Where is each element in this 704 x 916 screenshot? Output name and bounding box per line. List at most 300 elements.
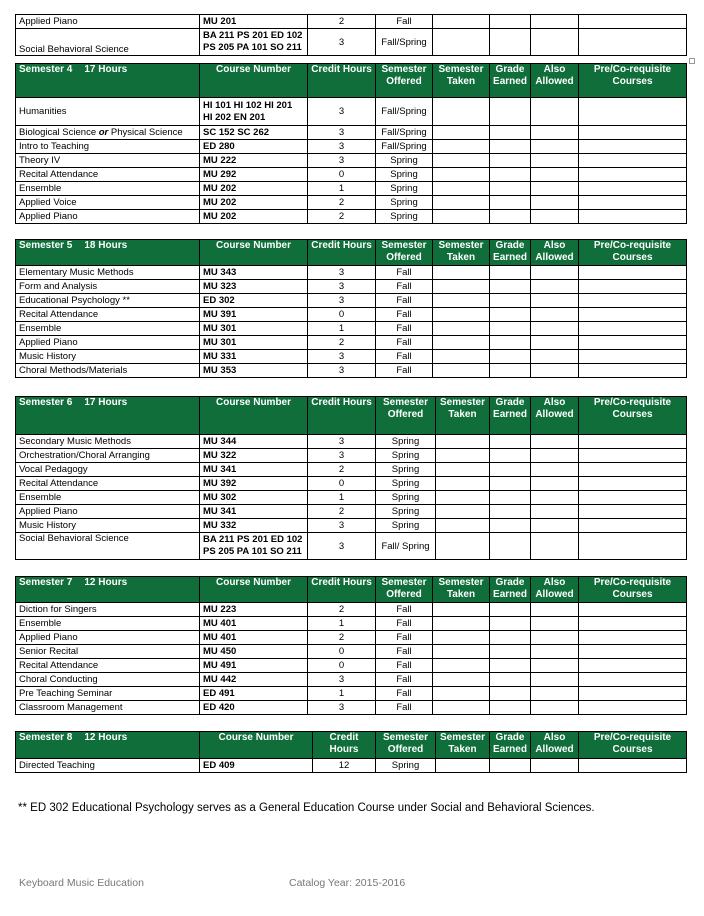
semester-offered: Fall/ Spring xyxy=(376,533,436,560)
also-allowed-cell[interactable] xyxy=(531,308,579,322)
course-name: Applied Piano xyxy=(16,15,200,29)
credit-hours: 3 xyxy=(308,280,376,294)
course-name: Ensemble xyxy=(16,617,200,631)
also-allowed-cell[interactable] xyxy=(531,435,579,449)
semester-offered-header: Semester Offered xyxy=(376,240,433,266)
also-allowed-cell[interactable] xyxy=(531,519,579,533)
course-number: ED 409 xyxy=(200,759,313,773)
semester-taken-cell[interactable] xyxy=(433,687,490,701)
semester-offered: Spring xyxy=(376,196,433,210)
semester-offered: Fall xyxy=(376,673,433,687)
course-name: Recital Attendance xyxy=(16,659,200,673)
also-allowed-header: Also Allowed xyxy=(531,397,579,435)
also-allowed-cell[interactable] xyxy=(531,659,579,673)
semester-taken-cell[interactable] xyxy=(433,15,490,29)
course-number: MU 401 xyxy=(200,631,308,645)
semester-offered: Fall xyxy=(376,659,433,673)
grade-earned-cell[interactable] xyxy=(490,294,531,308)
course-number: MU 301 xyxy=(200,336,308,350)
course-name: Social Behavioral Science xyxy=(16,29,200,56)
credit-hours: 3 xyxy=(308,29,376,56)
semester-offered: Fall xyxy=(376,364,433,378)
table-row xyxy=(16,505,687,519)
also-allowed-cell[interactable] xyxy=(531,631,579,645)
semester-offered: Spring xyxy=(376,154,433,168)
course-number: ED 420 xyxy=(200,701,308,715)
prereq-header: Pre/Co-requisite Courses xyxy=(579,64,687,98)
grade-earned-cell[interactable] xyxy=(490,759,531,773)
grade-earned-cell[interactable] xyxy=(490,435,531,449)
course-number: ED 302 xyxy=(200,294,308,308)
prereq-cell[interactable] xyxy=(579,196,687,210)
grade-earned-cell[interactable] xyxy=(490,266,531,280)
semester-taken-cell[interactable] xyxy=(433,280,490,294)
footer-catalog-year: Catalog Year: 2015-2016 xyxy=(289,877,406,889)
also-allowed-cell[interactable] xyxy=(531,463,579,477)
also-allowed-cell[interactable] xyxy=(531,294,579,308)
also-allowed-header: Also Allowed xyxy=(531,732,579,759)
course-number: MU 292 xyxy=(200,168,308,182)
prereq-cell[interactable] xyxy=(579,673,687,687)
prereq-cell[interactable] xyxy=(579,336,687,350)
grade-earned-cell[interactable] xyxy=(490,491,531,505)
prereq-cell[interactable] xyxy=(579,505,687,519)
also-allowed-cell[interactable] xyxy=(531,364,579,378)
prereq-cell[interactable] xyxy=(579,182,687,196)
semester-taken-cell[interactable] xyxy=(433,210,490,224)
prereq-cell[interactable] xyxy=(579,15,687,29)
course-number: BA 211 PS 201 ED 102 PS 205 PA 101 SO 211 xyxy=(200,29,308,56)
table-row xyxy=(16,294,687,308)
grade-earned-cell[interactable] xyxy=(490,364,531,378)
semester-taken-cell[interactable] xyxy=(436,505,490,519)
credit-hours: 3 xyxy=(308,364,376,378)
grade-earned-header: Grade Earned xyxy=(490,732,531,759)
also-allowed-cell[interactable] xyxy=(531,15,579,29)
also-allowed-cell[interactable] xyxy=(531,491,579,505)
semester-offered: Fall xyxy=(376,603,433,617)
semester-offered: Spring xyxy=(376,759,436,773)
prereq-cell[interactable] xyxy=(579,140,687,154)
semester-offered: Spring xyxy=(376,210,433,224)
semester-header-row xyxy=(16,240,687,266)
course-name: Biological Science or Physical Science xyxy=(16,126,200,140)
semester-offered: Fall xyxy=(376,687,433,701)
also-allowed-cell[interactable] xyxy=(531,280,579,294)
table-row xyxy=(16,701,687,715)
grade-earned-cell[interactable] xyxy=(490,210,531,224)
table-row xyxy=(16,210,687,224)
course-number-header: Course Number xyxy=(200,732,313,759)
semester-offered: Spring xyxy=(376,463,436,477)
also-allowed-cell[interactable] xyxy=(531,449,579,463)
prereq-cell[interactable] xyxy=(579,533,687,560)
grade-earned-cell[interactable] xyxy=(490,126,531,140)
course-number: MU 341 xyxy=(200,505,308,519)
semester-offered: Fall xyxy=(376,645,433,659)
course-name: Applied Piano xyxy=(16,505,200,519)
grade-earned-cell[interactable] xyxy=(490,463,531,477)
semester-taken-cell[interactable] xyxy=(433,98,490,126)
grade-earned-cell[interactable] xyxy=(490,673,531,687)
also-allowed-cell[interactable] xyxy=(531,98,579,126)
course-number: MU 323 xyxy=(200,280,308,294)
table-row xyxy=(16,364,687,378)
course-name: Vocal Pedagogy xyxy=(16,463,200,477)
credit-hours: 3 xyxy=(308,519,376,533)
table-row xyxy=(16,477,687,491)
also-allowed-cell[interactable] xyxy=(531,168,579,182)
credit-hours: 3 xyxy=(308,673,376,687)
prereq-cell[interactable] xyxy=(579,280,687,294)
course-name: Ensemble xyxy=(16,322,200,336)
credit-hours: 1 xyxy=(308,182,376,196)
course-name: Ensemble xyxy=(16,491,200,505)
semester-taken-cell[interactable] xyxy=(436,759,490,773)
credit-hours: 0 xyxy=(308,645,376,659)
grade-earned-cell[interactable] xyxy=(490,29,531,56)
course-number: MU 491 xyxy=(200,659,308,673)
credit-hours-header: Credit Hours xyxy=(308,577,376,603)
course-name: Applied Piano xyxy=(16,336,200,350)
course-number: MU 392 xyxy=(200,477,308,491)
course-number: ED 491 xyxy=(200,687,308,701)
grade-earned-cell[interactable] xyxy=(490,280,531,294)
grade-earned-cell[interactable] xyxy=(490,645,531,659)
semester-offered: Fall xyxy=(376,308,433,322)
prereq-cell[interactable] xyxy=(579,687,687,701)
prereq-cell[interactable] xyxy=(579,322,687,336)
also-allowed-cell[interactable] xyxy=(531,645,579,659)
semester-3-continuation-table xyxy=(15,14,687,56)
prereq-cell[interactable] xyxy=(579,168,687,182)
semester-taken-cell[interactable] xyxy=(433,126,490,140)
credit-hours: 2 xyxy=(308,336,376,350)
credit-hours: 2 xyxy=(308,631,376,645)
semester-taken-cell[interactable] xyxy=(433,645,490,659)
semester-5-table xyxy=(15,239,687,378)
grade-earned-cell[interactable] xyxy=(490,322,531,336)
credit-hours-header: Credit Hours xyxy=(308,397,376,435)
semester-taken-cell[interactable] xyxy=(436,435,490,449)
grade-earned-cell[interactable] xyxy=(490,617,531,631)
prereq-cell[interactable] xyxy=(579,659,687,673)
semester-offered: Fall/Spring xyxy=(376,140,433,154)
grade-earned-cell[interactable] xyxy=(490,687,531,701)
table-row xyxy=(16,336,687,350)
table-row xyxy=(16,182,687,196)
also-allowed-header: Also Allowed xyxy=(531,64,579,98)
credit-hours: 1 xyxy=(308,491,376,505)
also-allowed-cell[interactable] xyxy=(531,266,579,280)
table-row xyxy=(16,659,687,673)
also-allowed-cell[interactable] xyxy=(531,350,579,364)
also-allowed-cell[interactable] xyxy=(531,533,579,560)
prereq-cell[interactable] xyxy=(579,266,687,280)
course-number: MU 343 xyxy=(200,266,308,280)
course-name: Directed Teaching xyxy=(16,759,200,773)
semester-taken-cell[interactable] xyxy=(433,266,490,280)
course-name: Elementary Music Methods xyxy=(16,266,200,280)
semester-taken-cell[interactable] xyxy=(433,294,490,308)
semester-taken-cell[interactable] xyxy=(433,140,490,154)
prereq-cell[interactable] xyxy=(579,210,687,224)
credit-hours: 1 xyxy=(308,617,376,631)
also-allowed-cell[interactable] xyxy=(531,336,579,350)
semester-title: Semester 8 12 Hours xyxy=(16,732,200,759)
grade-earned-cell[interactable] xyxy=(490,350,531,364)
semester-taken-cell[interactable] xyxy=(433,617,490,631)
credit-hours: 0 xyxy=(308,659,376,673)
also-allowed-cell[interactable] xyxy=(531,154,579,168)
semester-taken-cell[interactable] xyxy=(433,350,490,364)
prereq-cell[interactable] xyxy=(579,759,687,773)
table-row xyxy=(16,673,687,687)
also-allowed-cell[interactable] xyxy=(531,477,579,491)
semester-offered: Fall xyxy=(376,280,433,294)
credit-hours: 3 xyxy=(308,266,376,280)
grade-earned-cell[interactable] xyxy=(490,168,531,182)
course-number: MU 202 xyxy=(200,210,308,224)
credit-hours-header: Credit Hours xyxy=(308,240,376,266)
course-number: ED 280 xyxy=(200,140,308,154)
semester-taken-cell[interactable] xyxy=(433,154,490,168)
grade-earned-cell[interactable] xyxy=(490,182,531,196)
semester-6-table xyxy=(15,396,687,560)
table-row xyxy=(16,519,687,533)
semester-taken-header: Semester Taken xyxy=(433,577,490,603)
also-allowed-cell[interactable] xyxy=(531,322,579,336)
grade-earned-cell[interactable] xyxy=(490,533,531,560)
semester-offered: Fall xyxy=(376,701,433,715)
prereq-cell[interactable] xyxy=(579,477,687,491)
semester-title: Semester 4 17 Hours xyxy=(16,64,200,98)
semester-offered: Fall xyxy=(376,294,433,308)
course-name: Orchestration/Choral Arranging xyxy=(16,449,200,463)
footer-program: Keyboard Music Education xyxy=(19,877,144,889)
course-name: Ensemble xyxy=(16,182,200,196)
also-allowed-cell[interactable] xyxy=(531,210,579,224)
table-row xyxy=(16,533,687,560)
also-allowed-cell[interactable] xyxy=(531,505,579,519)
semester-offered: Fall/Spring xyxy=(376,98,433,126)
semester-taken-cell[interactable] xyxy=(433,29,490,56)
course-name: Theory IV xyxy=(16,154,200,168)
course-number-header: Course Number xyxy=(200,64,308,98)
semester-offered: Spring xyxy=(376,449,436,463)
table-row xyxy=(16,98,687,126)
course-name: Intro to Teaching xyxy=(16,140,200,154)
credit-hours: 0 xyxy=(308,168,376,182)
grade-earned-cell[interactable] xyxy=(490,196,531,210)
semester-taken-cell[interactable] xyxy=(433,603,490,617)
table-row xyxy=(16,449,687,463)
grade-earned-header: Grade Earned xyxy=(490,240,531,266)
table-row xyxy=(16,645,687,659)
semester-taken-cell[interactable] xyxy=(433,673,490,687)
grade-earned-cell[interactable] xyxy=(490,505,531,519)
also-allowed-cell[interactable] xyxy=(531,617,579,631)
semester-title: Semester 5 18 Hours xyxy=(16,240,200,266)
table-row xyxy=(16,435,687,449)
course-name: Secondary Music Methods xyxy=(16,435,200,449)
table-row xyxy=(16,126,687,140)
prereq-header: Pre/Co-requisite Courses xyxy=(579,240,687,266)
course-name: Applied Piano xyxy=(16,210,200,224)
also-allowed-cell[interactable] xyxy=(531,182,579,196)
grade-earned-cell[interactable] xyxy=(490,631,531,645)
prereq-cell[interactable] xyxy=(579,350,687,364)
grade-earned-cell[interactable] xyxy=(490,336,531,350)
table-row xyxy=(16,687,687,701)
credit-hours: 12 xyxy=(313,759,376,773)
course-number: MU 202 xyxy=(200,182,308,196)
prereq-cell[interactable] xyxy=(579,364,687,378)
grade-earned-cell[interactable] xyxy=(490,603,531,617)
also-allowed-header: Also Allowed xyxy=(531,577,579,603)
semester-taken-cell[interactable] xyxy=(433,168,490,182)
course-name: Pre Teaching Seminar xyxy=(16,687,200,701)
prereq-cell[interactable] xyxy=(579,98,687,126)
semester-offered: Spring xyxy=(376,505,436,519)
grade-earned-header: Grade Earned xyxy=(490,397,531,435)
also-allowed-cell[interactable] xyxy=(531,126,579,140)
course-number-header: Course Number xyxy=(200,577,308,603)
course-number: MU 201 xyxy=(200,15,308,29)
course-name: Educational Psychology ** xyxy=(16,294,200,308)
credit-hours: 3 xyxy=(308,140,376,154)
semester-taken-header: Semester Taken xyxy=(436,732,490,759)
semester-offered: Fall xyxy=(376,322,433,336)
grade-earned-cell[interactable] xyxy=(490,154,531,168)
prereq-cell[interactable] xyxy=(579,519,687,533)
semester-offered: Fall xyxy=(376,631,433,645)
prereq-cell[interactable] xyxy=(579,449,687,463)
table-resize-handle[interactable] xyxy=(689,58,695,64)
grade-earned-cell[interactable] xyxy=(490,659,531,673)
also-allowed-cell[interactable] xyxy=(531,196,579,210)
semester-taken-cell[interactable] xyxy=(433,308,490,322)
also-allowed-cell[interactable] xyxy=(531,759,579,773)
semester-taken-cell[interactable] xyxy=(436,533,490,560)
semester-taken-cell[interactable] xyxy=(433,322,490,336)
prereq-cell[interactable] xyxy=(579,491,687,505)
prereq-cell[interactable] xyxy=(579,645,687,659)
grade-earned-cell[interactable] xyxy=(490,449,531,463)
semester-taken-cell[interactable] xyxy=(433,196,490,210)
grade-earned-header: Grade Earned xyxy=(490,64,531,98)
semester-taken-cell[interactable] xyxy=(433,701,490,715)
semester-taken-cell[interactable] xyxy=(433,631,490,645)
semester-header-row xyxy=(16,732,687,759)
table-row xyxy=(16,463,687,477)
prereq-cell[interactable] xyxy=(579,463,687,477)
semester-taken-cell[interactable] xyxy=(436,449,490,463)
grade-earned-cell[interactable] xyxy=(490,701,531,715)
table-row xyxy=(16,266,687,280)
table-row xyxy=(16,308,687,322)
course-number: MU 301 xyxy=(200,322,308,336)
course-name: Applied Piano xyxy=(16,631,200,645)
semester-offered: Fall xyxy=(376,15,433,29)
credit-hours: 1 xyxy=(308,322,376,336)
table-row xyxy=(16,168,687,182)
semester-offered: Spring xyxy=(376,491,436,505)
grade-earned-cell[interactable] xyxy=(490,98,531,126)
credit-hours: 3 xyxy=(308,154,376,168)
also-allowed-cell[interactable] xyxy=(531,673,579,687)
footnote: ** ED 302 Educational Psychology serves as a General Education Course under Social and Behavioral Sciences. xyxy=(18,802,595,814)
semester-offered: Fall/Spring xyxy=(376,29,433,56)
semester-header-row xyxy=(16,397,687,435)
semester-offered-header: Semester Offered xyxy=(376,732,436,759)
prereq-cell[interactable] xyxy=(579,308,687,322)
also-allowed-cell[interactable] xyxy=(531,701,579,715)
table-row xyxy=(16,617,687,631)
prereq-cell[interactable] xyxy=(579,126,687,140)
semester-taken-cell[interactable] xyxy=(433,364,490,378)
grade-earned-cell[interactable] xyxy=(490,519,531,533)
course-number: MU 341 xyxy=(200,463,308,477)
course-name: Social Behavioral Science xyxy=(16,533,200,560)
prereq-cell[interactable] xyxy=(579,154,687,168)
prereq-cell[interactable] xyxy=(579,29,687,56)
course-name: Diction for Singers xyxy=(16,603,200,617)
course-name: Music History xyxy=(16,519,200,533)
course-name: Humanities xyxy=(16,98,200,126)
credit-hours: 3 xyxy=(308,449,376,463)
semester-taken-cell[interactable] xyxy=(433,182,490,196)
semester-taken-cell[interactable] xyxy=(433,659,490,673)
table-row xyxy=(16,280,687,294)
grade-earned-cell[interactable] xyxy=(490,477,531,491)
course-number-header: Course Number xyxy=(200,240,308,266)
course-number: MU 344 xyxy=(200,435,308,449)
course-name: Recital Attendance xyxy=(16,308,200,322)
prereq-cell[interactable] xyxy=(579,603,687,617)
semester-7-table xyxy=(15,576,687,715)
semester-4-table xyxy=(15,63,687,224)
semester-taken-cell[interactable] xyxy=(436,463,490,477)
also-allowed-cell[interactable] xyxy=(531,140,579,154)
grade-earned-cell[interactable] xyxy=(490,308,531,322)
semester-header-row xyxy=(16,64,687,98)
semester-offered: Spring xyxy=(376,168,433,182)
course-name: Classroom Management xyxy=(16,701,200,715)
semester-taken-header: Semester Taken xyxy=(436,397,490,435)
also-allowed-cell[interactable] xyxy=(531,29,579,56)
semester-taken-cell[interactable] xyxy=(436,519,490,533)
prereq-cell[interactable] xyxy=(579,435,687,449)
grade-earned-cell[interactable] xyxy=(490,15,531,29)
semester-taken-cell[interactable] xyxy=(436,477,490,491)
prereq-cell[interactable] xyxy=(579,631,687,645)
course-number: MU 322 xyxy=(200,449,308,463)
semester-taken-cell[interactable] xyxy=(436,491,490,505)
table-row xyxy=(16,759,687,773)
prereq-cell[interactable] xyxy=(579,701,687,715)
also-allowed-cell[interactable] xyxy=(531,687,579,701)
credit-hours-header: Credit Hours xyxy=(313,732,376,759)
grade-earned-cell[interactable] xyxy=(490,140,531,154)
semester-offered: Spring xyxy=(376,519,436,533)
prereq-cell[interactable] xyxy=(579,617,687,631)
prereq-cell[interactable] xyxy=(579,294,687,308)
also-allowed-cell[interactable] xyxy=(531,603,579,617)
semester-taken-cell[interactable] xyxy=(433,336,490,350)
prereq-header: Pre/Co-requisite Courses xyxy=(579,577,687,603)
semester-header-row xyxy=(16,577,687,603)
